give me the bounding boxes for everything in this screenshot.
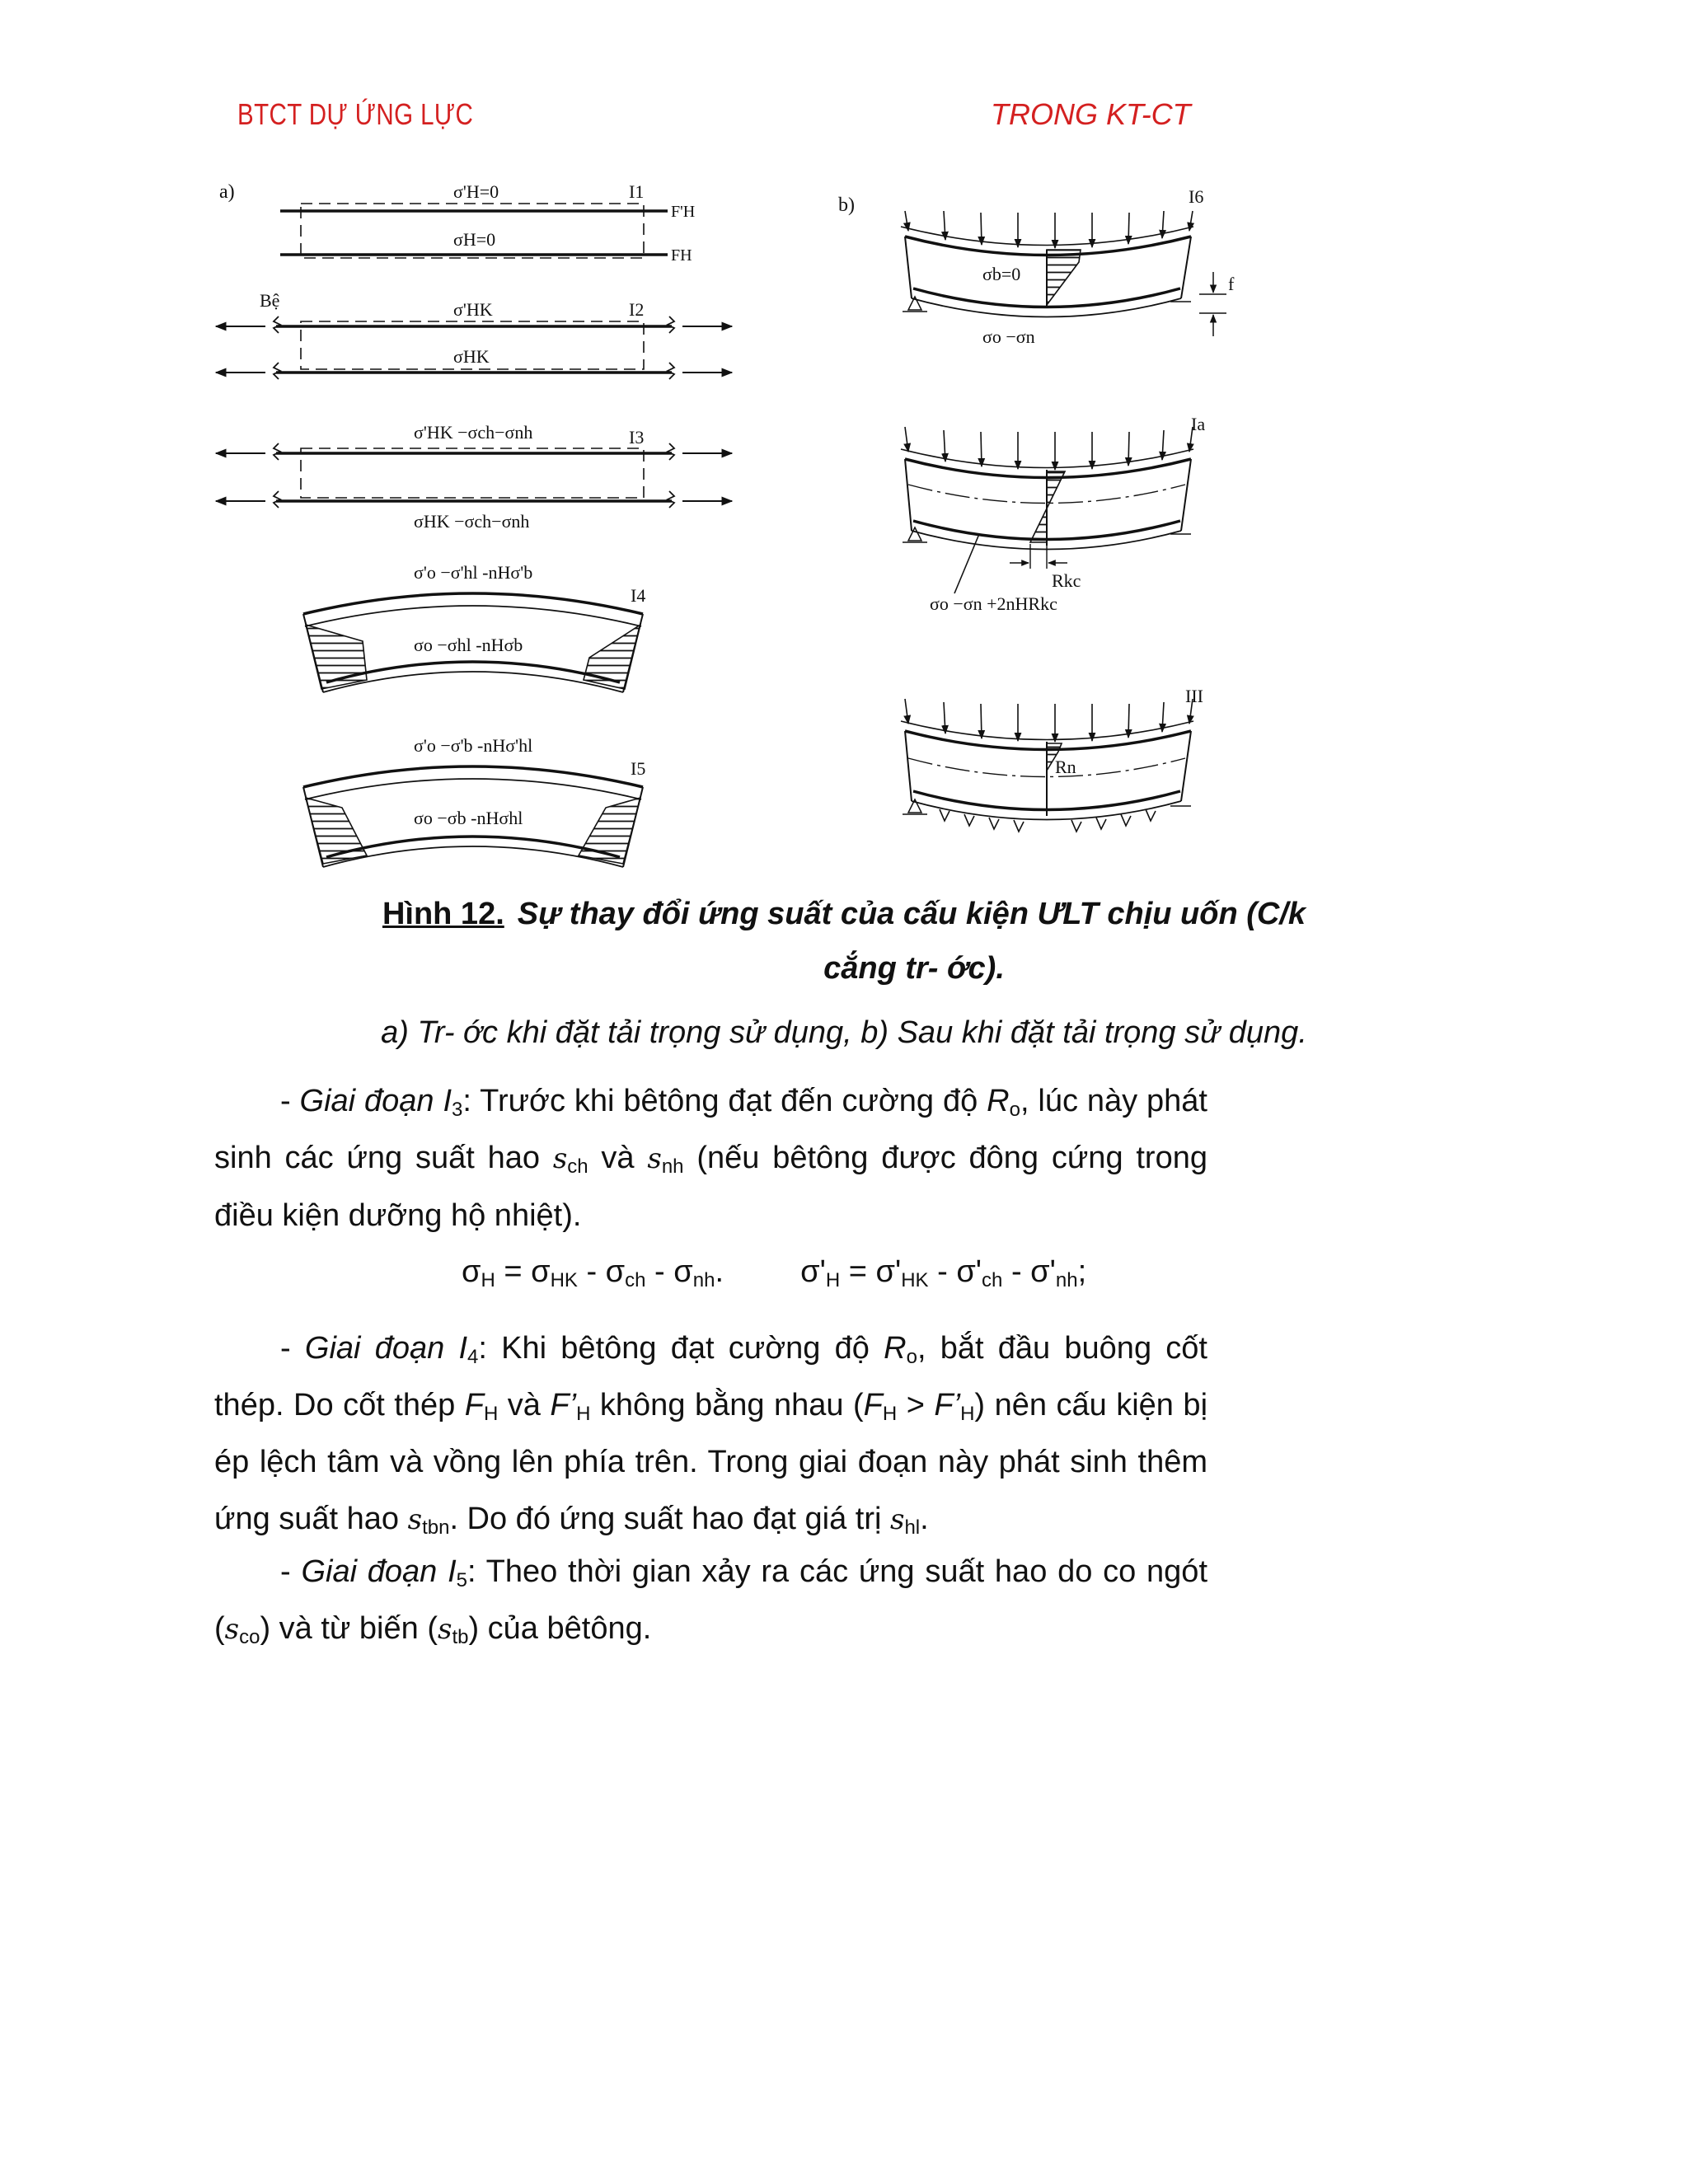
formula-stress: $\sigma_H = \sigma_{HK} - \sigma_{ch} - \sigma_{nh}$. $\sigma'_H = \sigma'_{HK} - \sigma'_{ch} - \sigma'_{nh}$; [462,1254,1087,1291]
stage-i6: I6 [1189,186,1204,207]
label-s1-top: σ'H=0 [453,181,499,202]
bar-fh-top: F'H [671,203,696,221]
header-left: BTCT DỰ ỨNG LỰC [237,97,474,131]
stage-i5: I5 [631,758,646,779]
label-b1-f: f [1228,274,1235,294]
stage-i1: I1 [629,181,645,202]
figure-number: Hình 12. [382,897,504,931]
label-s2-bot: σHK [453,346,490,367]
label-s4-bot: σo −σhl -nHσb [414,635,523,655]
stage-ia: Ia [1191,414,1206,434]
bed-label: Bệ [260,290,280,311]
stage-iii: III [1185,686,1203,706]
label-s2-top: σ'HK [453,299,493,320]
stress-figure [198,165,1269,882]
label-b1-bot: σo −σn [982,326,1035,347]
label-b1-mid: σb=0 [982,264,1021,284]
figure-caption-line2: cắng tr- ớc). [823,951,1005,986]
label-s5-bot: σo −σb -nHσhl [414,808,523,828]
label-s4-top: σ'o −σ'hl -nHσ'b [414,562,533,583]
header-right: TRONG KT-CT [991,97,1191,131]
stage-i4: I4 [631,585,646,606]
label-b2-bot: σo −σn +2nHRkc [930,593,1057,614]
label-s5-top: σ'o −σ'b -nHσ'hl [414,735,533,756]
label-b2-rkc: Rkc [1052,570,1081,591]
paragraph-stage-i3: - Giai đoạn $I_3$: Trước khi bêtông đạt đến cường độ $R_o$, lúc này phát sinh các ứng suất hao $s_{ch}$ và $s_{nh}$ (nếu bêtông được đông cứng trong điều kiện dưỡng hộ nhiệt). [214,1084,1207,1233]
stage-i2: I2 [629,299,645,320]
label-s1-bot: σH=0 [453,229,496,250]
label-b3-rn: Rn [1055,757,1076,777]
label-s3-top: σ'HK −σch−σnh [414,422,533,443]
figure-caption-line3: a) Tr- ớc khi đặt tải trọng sử dụng, b) Sau khi đặt tải trọng sử dụng. [381,1015,1307,1050]
label-s3-bot: σHK −σch−σnh [414,511,530,532]
panel-b-label: b) [838,194,855,216]
paragraph-stage-i5: - Giai đoạn $I_5$: Theo thời gian xảy ra các ứng suất hao do co ngót $(s_{co})$ và từ biến $(s_{tb})$ của bêtông. [214,1554,1207,1648]
figure-caption-line1 [0,897,1688,932]
paragraph-stage-i4: - Giai đoạn $I_4$: Khi bêtông đạt cường độ $R_o$, bắt đầu buông cốt thép. Do cốt thép $F_H$ và $F’_H$ không bằng nhau ($F_H$ > $F’_H$) nên cấu kiện bị ép lệch tâm và vồng lên phía trên. Trong giai đoạn này phát sinh thêm ứng suất hao $s_{tbn}$. Do đó ứng suất hao đạt giá trị $s_{hl}$. [214,1331,1208,1539]
bar-fh-bottom: FH [671,246,692,265]
caption-text: Sự thay đổi ứng suất của cấu kiện ƯLT chịu uốn (C/k [517,897,1306,931]
stage-i3: I3 [629,427,645,448]
panel-a-label: a) [219,181,235,203]
